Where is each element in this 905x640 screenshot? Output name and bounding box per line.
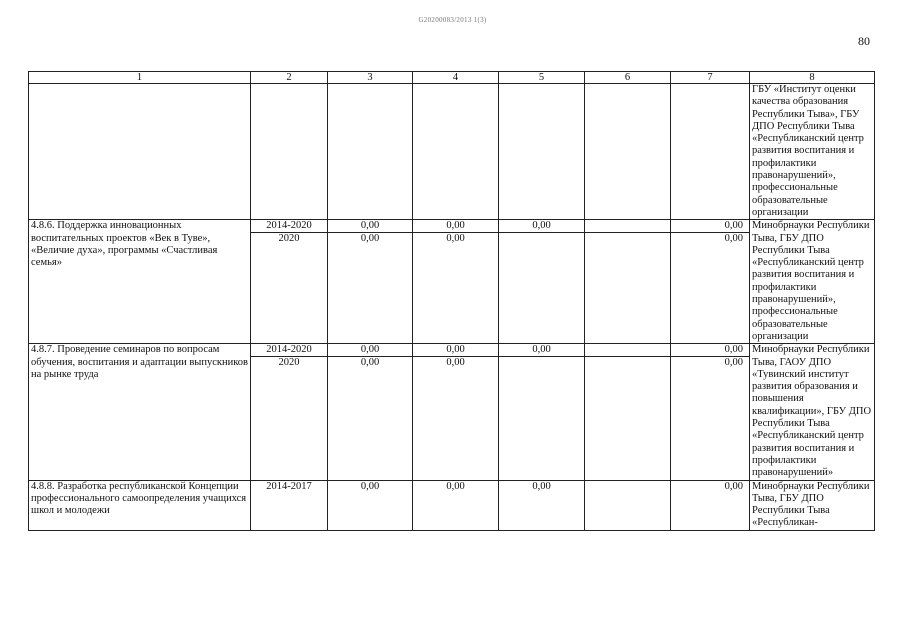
org-cell: ГБУ «Институт оценки качества образования Республики Тыва», ГБУ ДПО Республики Тыва «Республиканский центр развития воспитания и профилактики правонарушений», профессиональные образовательные организации xyxy=(750,84,875,220)
amount: 0,00 xyxy=(532,480,551,492)
value-cell xyxy=(671,220,750,344)
amount: 0,00 xyxy=(446,344,465,356)
value-cell xyxy=(413,84,499,220)
table-row xyxy=(29,480,875,530)
amount: 0,00 xyxy=(413,356,498,369)
amount xyxy=(499,356,584,369)
amount: 0,00 xyxy=(532,220,551,232)
column-header: 4 xyxy=(413,72,499,84)
budget-table xyxy=(28,71,875,531)
value-cell xyxy=(585,84,671,220)
column-header: 8 xyxy=(750,72,875,84)
desc-cell: 4.8.8. Разработка республиканской Концепции профессионального самоопределения учащихся школ и молодежи xyxy=(29,480,251,530)
amount: 0,00 xyxy=(724,480,743,492)
org-cell: Минобрнауки Республики Тыва, ГБУ ДПО Республики Тыва «Республикан- xyxy=(750,480,875,530)
document-id: G20200083/2013 1(3) xyxy=(418,16,487,24)
value-cell xyxy=(499,84,585,220)
years-cell xyxy=(251,84,328,220)
year-value: 2014-2020 xyxy=(266,344,312,356)
amount xyxy=(585,356,670,369)
value-cell xyxy=(413,220,499,344)
table-row-continuation xyxy=(29,84,875,220)
value-cell xyxy=(585,344,671,480)
amount: 0,00 xyxy=(328,356,412,369)
table-row xyxy=(29,344,875,480)
amount: 0,00 xyxy=(532,344,551,356)
amount: 0,00 xyxy=(413,232,498,245)
value-cell xyxy=(499,220,585,344)
amount: 0,00 xyxy=(724,220,743,232)
value-cell xyxy=(413,480,499,530)
value-cell xyxy=(499,344,585,480)
amount xyxy=(585,220,670,232)
value-cell xyxy=(585,220,671,344)
amount: 0,00 xyxy=(328,232,412,245)
years-cell xyxy=(251,344,328,480)
org-cell: Минобрнауки Республики Тыва, ГАОУ ДПО «Тувинский институт развития образования и повышения квалификации», ГБУ ДПО Республики Тыва «Республиканский центр развития воспитания и профилактики правонарушений» xyxy=(750,344,875,480)
org-cell: Минобрнауки Республики Тыва, ГБУ ДПО Республики Тыва «Республиканский центр развития воспитания и профилактики правонарушений», профессиональные образовательные организации xyxy=(750,220,875,344)
value-cell xyxy=(671,344,750,480)
desc-cell xyxy=(29,84,251,220)
year-value: 2020 xyxy=(251,356,327,369)
years-cell xyxy=(251,480,328,530)
amount: 0,00 xyxy=(446,220,465,232)
column-header: 7 xyxy=(671,72,750,84)
column-header: 2 xyxy=(251,72,328,84)
amount xyxy=(499,232,584,245)
column-header: 6 xyxy=(585,72,671,84)
value-cell xyxy=(328,344,413,480)
year-value: 2020 xyxy=(251,232,327,245)
column-number-row xyxy=(29,72,875,84)
column-header: 3 xyxy=(328,72,413,84)
amount: 0,00 xyxy=(360,220,380,232)
value-cell xyxy=(585,480,671,530)
value-cell xyxy=(328,84,413,220)
amount: 0,00 xyxy=(446,480,465,492)
year-value: 2014-2020 xyxy=(266,220,312,232)
table-row xyxy=(29,220,875,344)
amount: 0,00 xyxy=(671,356,749,369)
amount xyxy=(585,232,670,245)
value-cell xyxy=(499,480,585,530)
amount xyxy=(585,481,670,493)
column-header: 1 xyxy=(29,72,251,84)
desc-cell: 4.8.6. Поддержка инновационных воспитательных проектов «Век в Туве», «Величие духа», программы «Счастливая семья» xyxy=(29,220,251,344)
page-number: 80 xyxy=(858,34,870,48)
desc-cell: 4.8.7. Проведение семинаров по вопросам обучения, воспитания и адаптации выпускников на рынке труда xyxy=(29,344,251,480)
amount: 0,00 xyxy=(724,344,743,356)
value-cell xyxy=(328,220,413,344)
value-cell xyxy=(413,344,499,480)
amount: 0,00 xyxy=(360,344,380,356)
years-cell xyxy=(251,220,328,344)
value-cell xyxy=(328,480,413,530)
year-value: 2014-2017 xyxy=(266,480,312,492)
column-header: 5 xyxy=(499,72,585,84)
amount: 0,00 xyxy=(360,480,380,492)
amount xyxy=(585,344,670,356)
value-cell xyxy=(671,480,750,530)
value-cell xyxy=(671,84,750,220)
amount: 0,00 xyxy=(671,232,749,245)
